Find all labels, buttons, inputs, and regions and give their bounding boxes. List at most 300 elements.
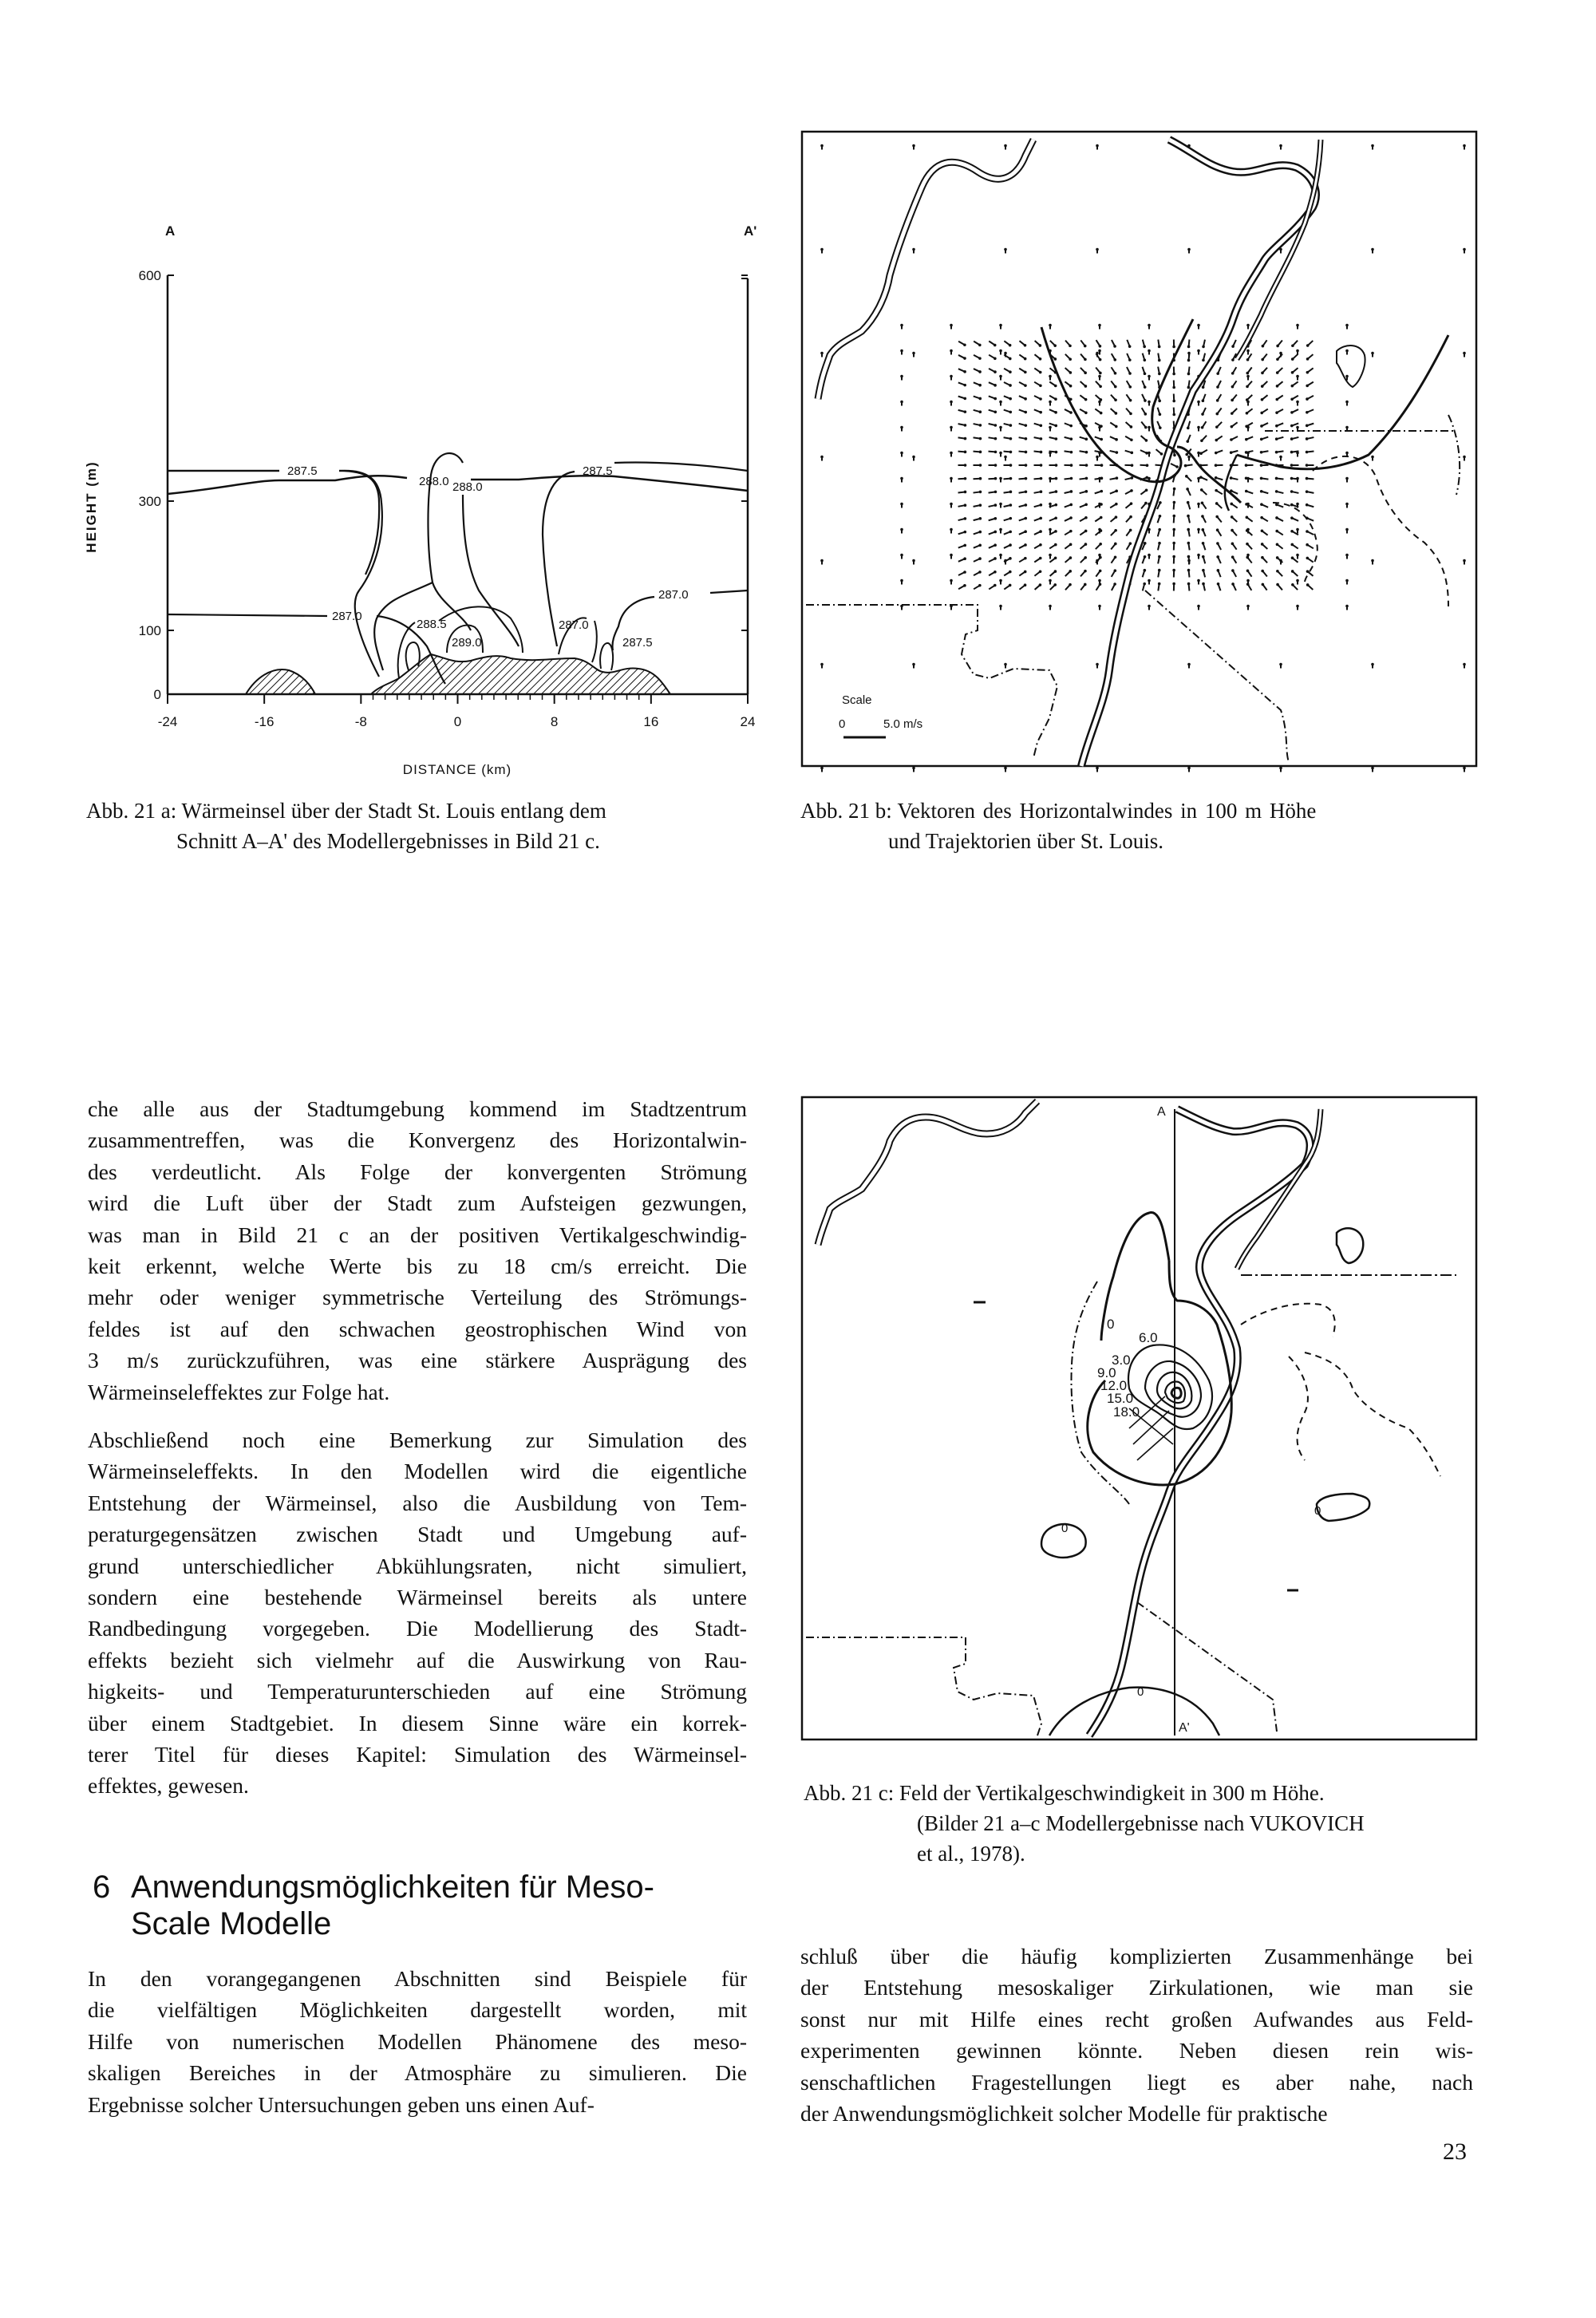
wind-vector xyxy=(1371,559,1374,565)
wind-vector xyxy=(989,355,997,360)
wind-vector xyxy=(1172,381,1175,389)
wind-vector xyxy=(1110,423,1117,428)
wind-vector xyxy=(1187,515,1190,523)
section-label-a: A xyxy=(165,223,176,239)
wind-vector xyxy=(974,503,982,507)
wind-vector xyxy=(1065,543,1072,549)
wind-vector xyxy=(989,382,997,386)
wind-vector xyxy=(974,544,982,548)
wind-vector xyxy=(1197,503,1200,508)
wind-vector xyxy=(974,369,982,373)
wind-vector xyxy=(1290,464,1299,467)
text-line: Wärmeinseleffekts. In den Modellen wird die eigentliche xyxy=(88,1459,747,1484)
wind-vector xyxy=(1231,340,1236,348)
wind-vector xyxy=(1049,516,1057,520)
wind-vector xyxy=(900,452,903,457)
wind-vector xyxy=(912,248,915,254)
text-line: effekts bezieht sich vielmehr auf die Auswirkung von Rau- xyxy=(88,1647,747,1672)
wind-vector xyxy=(1096,353,1101,361)
wind-vector xyxy=(1306,368,1314,373)
wind-vector xyxy=(1202,340,1205,349)
wind-vector xyxy=(1158,555,1161,564)
text-line: Entstehung der Wärmeinsel, also die Ausbildung von Tem- xyxy=(88,1490,747,1515)
text-line: sonst nur mit Hilfe eines recht großen Aufwandes aus Feld- xyxy=(800,2006,1473,2032)
text-line: die vielfältigen Möglichkeiten dargestellt worden, mit xyxy=(88,1997,747,2023)
wind-vector xyxy=(1098,324,1101,330)
contour-287-0-left xyxy=(168,614,445,684)
wind-vector xyxy=(1080,516,1088,521)
wind-vector xyxy=(1246,543,1252,549)
wind-vector xyxy=(900,426,903,432)
wind-vector xyxy=(974,571,982,575)
text-line: wird die Luft über der Stadt zum Aufsteigen gezwungen, xyxy=(88,1191,747,1216)
wind-vector xyxy=(1345,477,1349,483)
wind-vector xyxy=(1290,396,1298,401)
wind-vector xyxy=(1065,451,1073,454)
wind-vector xyxy=(1065,437,1073,440)
wind-vector xyxy=(1019,517,1027,521)
wind-vector xyxy=(1173,501,1176,510)
text-line: zusammentreffen, was die Konvergenz des Horizontalwin- xyxy=(88,1127,747,1153)
wind-vector xyxy=(1291,583,1298,590)
wind-vector xyxy=(1306,557,1314,563)
wind-vector xyxy=(1080,530,1087,535)
wind-vector xyxy=(1187,340,1191,349)
wind-vector xyxy=(1035,341,1042,347)
wind-vector xyxy=(1110,476,1119,480)
wind-vector xyxy=(1125,476,1134,480)
wind-vector xyxy=(1140,488,1148,494)
wind-vector xyxy=(1186,488,1191,496)
wind-vector xyxy=(1197,528,1200,534)
wind-vector xyxy=(958,503,967,507)
wind-vector xyxy=(958,451,967,454)
wind-vector xyxy=(912,456,915,461)
wind-vector xyxy=(1216,381,1221,389)
wind-vector xyxy=(1034,354,1041,360)
wind-vector xyxy=(1065,477,1073,480)
wind-vector xyxy=(1246,324,1250,330)
wind-vector xyxy=(1127,542,1132,549)
wind-vector xyxy=(1216,528,1222,535)
wind-vector xyxy=(1110,503,1117,508)
wind-vector xyxy=(958,584,966,589)
wind-vector xyxy=(999,528,1002,534)
wind-vector xyxy=(958,531,966,534)
wind-vector xyxy=(974,410,982,413)
text-line: peraturgegensätzen zwischen Stadt und Umgebung auf- xyxy=(88,1522,747,1547)
wind-vector xyxy=(1306,583,1313,590)
right-paragraph-1 xyxy=(800,1941,1473,2129)
wind-vector xyxy=(950,452,953,457)
dashed-region-east-2 xyxy=(1289,1356,1308,1460)
wind-vector xyxy=(1185,475,1191,481)
contour-label: 0 xyxy=(1107,1317,1115,1332)
river-west-inner xyxy=(818,1101,1037,1245)
wind-vector xyxy=(974,437,982,440)
wind-vector xyxy=(1275,490,1284,493)
wind-vector xyxy=(1245,464,1254,467)
wind-vector xyxy=(1215,489,1223,494)
wind-vector xyxy=(1140,450,1148,455)
wind-vector xyxy=(989,557,997,562)
section-title-line: Scale Modelle xyxy=(131,1906,332,1941)
wind-vector xyxy=(1049,490,1058,493)
wind-vector xyxy=(1172,528,1175,537)
contour-label: 18.0 xyxy=(1113,1404,1140,1420)
wind-vector xyxy=(989,410,997,413)
wind-vector xyxy=(1142,555,1146,563)
wind-vector xyxy=(1125,451,1133,454)
wind-vector xyxy=(974,531,982,535)
scale-value: 5.0 m/s xyxy=(883,717,923,731)
wind-vector xyxy=(1246,381,1252,389)
wind-vector xyxy=(1141,421,1147,428)
caption-text: Vektoren des Horizontalwindes in 100 m Höhe xyxy=(897,799,1317,823)
text-line: feldes ist auf den schwachen geostrophischen Wind von xyxy=(88,1316,747,1341)
wind-vector xyxy=(1306,341,1313,347)
wind-vector xyxy=(950,401,953,406)
wind-vector xyxy=(1261,556,1267,563)
wind-vector xyxy=(1034,396,1042,401)
wind-vector xyxy=(1049,426,1052,432)
wind-vector xyxy=(1201,515,1206,523)
wind-vector xyxy=(1172,394,1175,403)
wind-vector xyxy=(1143,367,1147,375)
wind-vector xyxy=(989,424,998,427)
wind-vector xyxy=(1127,367,1132,375)
wind-vector xyxy=(1246,569,1252,576)
wind-vector xyxy=(989,531,997,535)
trajectory-5 xyxy=(1225,455,1237,511)
scale-title: Scale xyxy=(842,693,872,707)
wind-vector xyxy=(958,424,967,427)
wind-vector xyxy=(1246,582,1251,590)
wind-vector xyxy=(1126,515,1132,522)
wind-vector xyxy=(1125,489,1133,494)
wind-vector xyxy=(1049,554,1052,559)
wind-vector xyxy=(820,663,824,669)
wind-vector xyxy=(1080,477,1088,480)
wind-vector xyxy=(1019,354,1026,360)
wind-vector xyxy=(1148,605,1151,610)
wind-vector xyxy=(1279,456,1282,461)
wind-vector xyxy=(1148,401,1151,406)
text-line: terer Titel für dieses Kapitel: Simulation des Wärmeinsel- xyxy=(88,1742,747,1767)
county-boundary-se xyxy=(1137,1602,1277,1732)
wind-vector xyxy=(999,477,1002,483)
wind-vector xyxy=(1019,369,1026,374)
wind-vector xyxy=(1291,354,1298,361)
wind-vector xyxy=(1065,423,1073,427)
wind-vector xyxy=(1034,517,1042,521)
contour-label: 0 xyxy=(1137,1685,1144,1699)
wind-vector xyxy=(1096,368,1101,375)
wind-vector xyxy=(1050,583,1057,590)
wind-vector xyxy=(1200,488,1207,495)
wind-vector xyxy=(1143,569,1146,577)
wind-vector xyxy=(1291,570,1298,576)
x-tick-label: -24 xyxy=(157,714,178,729)
wind-vector xyxy=(1004,663,1007,669)
figure-21b-wind-vectors-map xyxy=(794,128,1488,774)
wind-vector xyxy=(1231,367,1236,375)
wind-vector xyxy=(1296,554,1299,559)
wind-vector xyxy=(974,342,981,347)
x-tick-label: -8 xyxy=(354,714,367,729)
wind-vector xyxy=(1158,408,1162,416)
wind-vector xyxy=(1148,349,1151,355)
wind-vector xyxy=(1215,408,1221,415)
wind-vector xyxy=(1197,452,1200,457)
text-line: sondern eine bestehende Wärmeinsel bereits als untere xyxy=(88,1585,747,1610)
wind-vector xyxy=(974,557,982,562)
caption-text: et al., 1978). xyxy=(917,1842,1025,1866)
wind-vector xyxy=(1463,663,1466,669)
wind-vector xyxy=(1246,353,1252,361)
wind-vector xyxy=(1463,559,1466,565)
wind-vector xyxy=(1172,408,1175,417)
wind-vector xyxy=(1172,582,1175,591)
county-boundary xyxy=(806,1637,1041,1736)
wind-vector xyxy=(1306,490,1314,493)
caption-text: Schnitt A–A' des Modellergebnisses in Bild 21 c. xyxy=(176,829,600,853)
wind-vector xyxy=(1276,341,1282,348)
text-line: che alle aus der Stadtumgebung kommend im Stadtzentrum xyxy=(88,1096,747,1121)
wind-vector xyxy=(1230,451,1238,454)
wind-vector xyxy=(1187,381,1191,389)
wind-vector xyxy=(1275,409,1283,414)
wind-vector xyxy=(1245,490,1253,494)
contour-label: 288.0 xyxy=(419,475,449,488)
wind-vector xyxy=(1261,570,1267,577)
wind-vector xyxy=(958,355,966,360)
wind-vector xyxy=(1202,542,1206,550)
wind-vector xyxy=(1345,324,1349,330)
wind-vector xyxy=(1127,340,1131,348)
section-title-line: Anwendungsmöglichkeiten für Meso- xyxy=(131,1870,654,1905)
contour-label: 0 xyxy=(1061,1522,1069,1535)
text-line: In den vorangegangenen Abschnitten sind Beispiele für xyxy=(88,1966,747,1991)
wind-vector xyxy=(1172,569,1175,578)
wind-vector xyxy=(1110,490,1118,494)
wind-vector xyxy=(1275,503,1283,507)
wind-vector xyxy=(1201,421,1207,428)
wind-vector xyxy=(999,375,1002,381)
terrain-hatch-city xyxy=(371,654,670,694)
text-line: effektes, gewesen. xyxy=(88,1773,249,1799)
wind-vector xyxy=(1230,476,1238,480)
wind-vector xyxy=(1261,368,1267,374)
wind-vector xyxy=(1306,424,1314,428)
wind-vector xyxy=(820,456,824,461)
wind-vector xyxy=(1096,582,1102,590)
wind-vector xyxy=(1049,579,1052,585)
wind-vector xyxy=(1098,375,1101,381)
wind-vector xyxy=(1065,516,1073,521)
wind-vector xyxy=(1004,424,1013,427)
wind-vector xyxy=(1004,584,1011,590)
text-line: experimenten gewinnen könnte. Neben diesen rein wis- xyxy=(800,2038,1473,2063)
wind-vector xyxy=(1463,352,1466,357)
wind-vector xyxy=(1004,571,1011,576)
wind-vector xyxy=(1148,375,1151,381)
wind-vector xyxy=(1187,528,1190,537)
figure-21c-caption xyxy=(804,1778,1490,1869)
text-line: higkeits- und Temperaturunterschieden auf eine Strömung xyxy=(88,1679,747,1704)
wind-vector xyxy=(1231,555,1237,563)
text-line: Hilfe von numerischen Modellen Phänomene des meso- xyxy=(88,2028,747,2054)
contour-label: 287.5 xyxy=(622,636,653,650)
wind-vector xyxy=(1261,381,1267,388)
wind-vector xyxy=(1049,543,1057,549)
wind-vector xyxy=(1230,436,1238,441)
wind-vector xyxy=(1065,464,1073,467)
x-tick-label: 16 xyxy=(643,714,659,729)
wind-vector xyxy=(1371,248,1374,254)
wind-vector xyxy=(1049,324,1052,330)
wind-vector xyxy=(1306,409,1314,413)
wind-vector xyxy=(1034,477,1043,480)
wind-vector xyxy=(1187,663,1191,669)
wind-vector xyxy=(1019,382,1027,387)
wind-vector xyxy=(1158,367,1161,376)
wind-vector xyxy=(1004,369,1012,373)
wind-vector xyxy=(958,342,966,346)
wind-vector xyxy=(989,342,996,347)
caption-text: und Trajektorien über St. Louis. xyxy=(888,829,1163,853)
wind-vector xyxy=(958,544,966,548)
text-line: grund unterschiedlicher Abkühlungsraten, nicht simuliert, xyxy=(88,1553,747,1578)
wind-vector xyxy=(1148,426,1151,432)
wind-vector xyxy=(1158,582,1161,591)
wind-vector xyxy=(1096,570,1101,577)
wind-vector xyxy=(820,352,824,357)
wind-vector xyxy=(1197,554,1200,559)
wind-vector xyxy=(958,571,966,575)
wind-vector xyxy=(900,528,903,534)
wind-vector xyxy=(1004,767,1007,772)
wind-vector xyxy=(1019,530,1027,534)
county-boundary xyxy=(806,605,1057,758)
y-tick-label: 600 xyxy=(138,268,161,283)
caption-label: Abb. 21 a: xyxy=(86,799,177,823)
trajectory-1 xyxy=(1041,327,1181,482)
wind-vector xyxy=(900,349,903,355)
wind-vector xyxy=(1371,144,1374,150)
wind-vector xyxy=(1049,605,1052,610)
wind-vector xyxy=(1276,381,1283,387)
wind-vector xyxy=(1260,516,1268,521)
wind-vector xyxy=(1202,582,1205,591)
wind-vector xyxy=(1004,456,1007,461)
wind-vector xyxy=(958,382,966,386)
wind-vector xyxy=(1019,464,1028,467)
wind-vector xyxy=(1080,368,1087,374)
wind-vector xyxy=(1127,353,1131,361)
wind-vector xyxy=(1148,554,1151,559)
wind-vector xyxy=(1231,422,1238,428)
text-line: schluß über die häufig komplizierten Zusammenhänge bei xyxy=(800,1944,1473,1969)
wind-vector xyxy=(999,579,1002,585)
contour-label: 6.0 xyxy=(1139,1330,1158,1345)
caption-text: Wärmeinsel über der Stadt St. Louis entlang dem xyxy=(181,799,606,823)
wind-vector xyxy=(1034,437,1043,440)
wind-vector xyxy=(1202,555,1205,563)
wind-vector xyxy=(1275,395,1282,401)
wind-vector xyxy=(1080,503,1088,507)
wind-vector xyxy=(958,557,966,561)
wind-vector xyxy=(974,517,982,520)
wind-vector xyxy=(1034,409,1042,413)
wind-vector xyxy=(1095,516,1102,522)
caption-text: (Bilder 21 a–c Modellergebnisse nach VUKOVICH xyxy=(917,1811,1365,1835)
contour-label: 287.5 xyxy=(583,464,613,478)
wind-vector xyxy=(950,503,953,508)
wind-vector xyxy=(1306,477,1314,480)
wind-vector xyxy=(1034,451,1043,454)
wind-vector xyxy=(1463,144,1466,150)
wind-vector xyxy=(1261,395,1268,401)
wind-vector xyxy=(1291,381,1298,387)
wind-vector xyxy=(950,324,953,330)
wind-vector xyxy=(1215,464,1223,467)
trajectory-3 xyxy=(1237,335,1448,469)
wind-vector xyxy=(1275,477,1284,480)
wind-vector xyxy=(1080,437,1088,440)
wind-vector xyxy=(1306,382,1313,388)
wind-vector xyxy=(1065,409,1073,414)
wind-vector xyxy=(1246,605,1250,610)
wind-vector xyxy=(1306,396,1314,401)
wind-vector xyxy=(1463,456,1466,461)
wind-vector xyxy=(989,369,997,373)
wind-vector xyxy=(900,324,903,330)
wind-vector xyxy=(1049,396,1057,401)
wind-vector xyxy=(1306,451,1314,454)
wind-vector xyxy=(820,144,824,150)
wind-vector xyxy=(1127,381,1132,389)
contour-label: 9.0 xyxy=(1097,1365,1116,1380)
wind-vector xyxy=(1148,452,1151,457)
wind-vector xyxy=(1142,408,1147,416)
wind-vector xyxy=(1141,436,1148,442)
wind-vector xyxy=(1187,501,1190,509)
wind-vector xyxy=(999,426,1002,432)
wind-vector xyxy=(950,528,953,534)
wind-vector xyxy=(989,571,997,575)
wind-vector xyxy=(1126,409,1132,416)
wind-vector xyxy=(1112,367,1117,374)
wind-vector xyxy=(1200,436,1207,442)
wind-vector xyxy=(1126,422,1133,428)
wind-vector xyxy=(1345,605,1349,610)
wind-vector xyxy=(1125,502,1132,507)
wind-vector xyxy=(1111,515,1118,522)
contour-label: 287.5 xyxy=(287,464,318,478)
wind-vector xyxy=(950,349,953,355)
wind-vector xyxy=(1260,490,1268,493)
contour-label: 3.0 xyxy=(1112,1352,1131,1368)
wind-vector xyxy=(958,369,966,373)
wind-vector xyxy=(1463,248,1466,254)
contour-label: 287.0 xyxy=(559,618,589,632)
wind-vector xyxy=(1034,557,1041,563)
wind-vector xyxy=(1246,395,1252,401)
wind-vector xyxy=(974,397,982,401)
wind-vector xyxy=(1296,349,1299,355)
wind-vector xyxy=(974,355,982,360)
